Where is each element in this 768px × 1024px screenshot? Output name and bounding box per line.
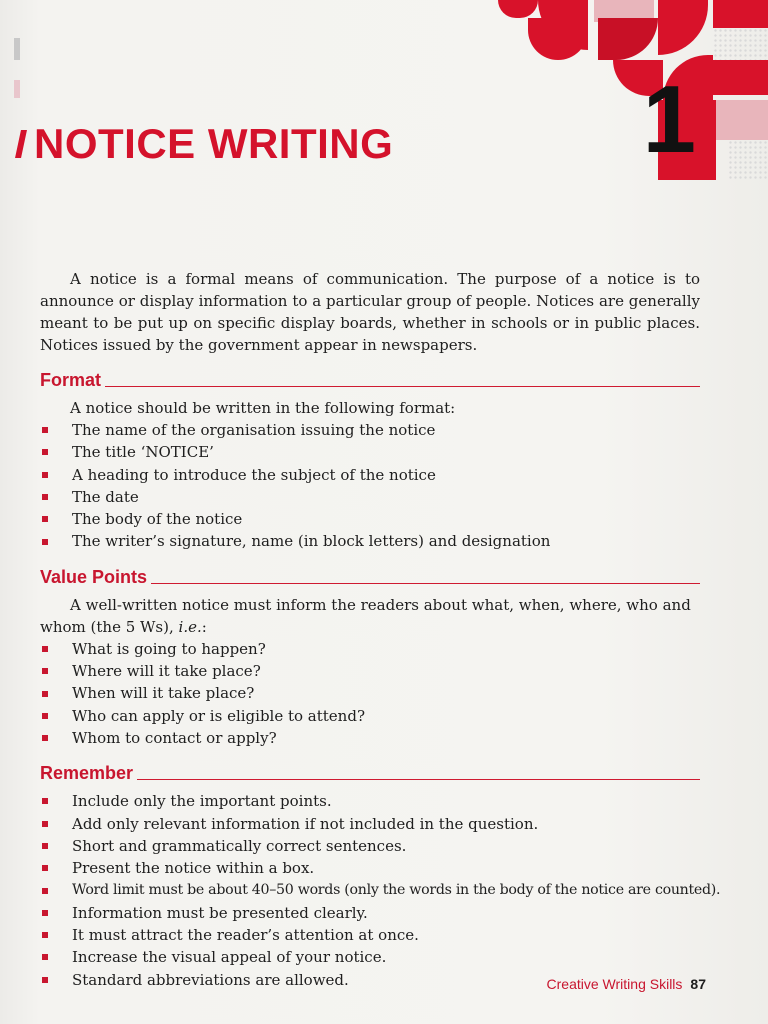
bullet-icon (42, 427, 48, 433)
bullet-icon (42, 539, 48, 545)
list-item: The title ‘NOTICE’ (40, 441, 700, 463)
list-item: Short and grammatically correct sentences. (40, 835, 700, 857)
remember-list (40, 790, 721, 991)
chapter-heading (18, 120, 393, 168)
list-item: Information must be presented clearly. (40, 902, 700, 924)
list-item: Add only relevant information if not included in the question. (40, 813, 700, 835)
list-item: Who can apply or is eligible to attend? (40, 705, 700, 727)
format-section-header (40, 370, 700, 391)
remember-section-header (40, 763, 700, 784)
list-item: The writer’s signature, name (in block letters) and designation (40, 530, 700, 552)
bullet-icon (42, 691, 48, 697)
bullet-icon (42, 668, 48, 674)
bullet-icon (42, 888, 48, 894)
list-item: What is going to happen? (40, 638, 700, 660)
bullet-icon (42, 977, 48, 983)
list-item: A heading to introduce the subject of the notice (40, 464, 700, 486)
list-item: Increase the visual appeal of your notice. (40, 946, 700, 968)
intro-paragraph: A notice is a formal means of communication. The purpose of a notice is to announce or display information to a particular group of people. Notices are generally meant to be put up on specific display boards, whether in schools or in public places. Notices issued by the government appear in newspapers. (40, 270, 700, 354)
list-item: The name of the organisation issuing the notice (40, 419, 700, 441)
format-lead: A notice should be written in the following format: (70, 399, 456, 417)
remember-heading: Remember (40, 763, 134, 784)
bullet-icon (42, 646, 48, 652)
format-list (40, 419, 700, 553)
list-item: Present the notice within a box. (40, 857, 700, 879)
bullet-icon (42, 865, 48, 871)
main-content (40, 268, 721, 991)
value-points-section-header (40, 567, 700, 588)
bullet-icon (42, 494, 48, 500)
section-rule (105, 386, 700, 387)
value-points-lead: A well-written notice must inform the readers about what, when, where, who and whom (the 5 Ws), i.e.: (40, 595, 691, 636)
left-edge-mark (14, 38, 20, 60)
format-heading: Format (40, 370, 102, 390)
bullet-icon (42, 821, 48, 827)
list-item: It must attract the reader’s attention at once. (40, 924, 700, 946)
value-points-list (40, 638, 700, 749)
bullet-icon (42, 843, 48, 849)
section-rule (151, 583, 700, 584)
list-item: Where will it take place? (40, 660, 700, 682)
list-item: Word limit must be about 40–50 words (only the words in the body of the notice are counted). (40, 879, 700, 901)
bullet-icon (42, 932, 48, 938)
list-item: Whom to contact or apply? (40, 727, 700, 749)
bullet-icon (42, 516, 48, 522)
book-title: Creative Writing Skills (546, 976, 683, 992)
page-number: 87 (690, 976, 706, 992)
bullet-icon (42, 472, 48, 478)
list-item: Standard abbreviations are allowed. (40, 969, 700, 991)
bullet-icon (42, 910, 48, 916)
corner-decoration (498, 0, 768, 180)
list-item: The body of the notice (40, 508, 700, 530)
list-item: The date (40, 486, 700, 508)
bullet-icon (42, 713, 48, 719)
value-points-heading: Value Points (40, 566, 148, 587)
chapter-number: 1 (642, 66, 696, 173)
bullet-icon (42, 735, 48, 741)
section-rule (137, 779, 700, 780)
bullet-icon (42, 954, 48, 960)
bullet-icon (42, 798, 48, 804)
list-item: Include only the important points. (40, 790, 700, 812)
page-footer (547, 976, 706, 992)
list-item: When will it take place? (40, 682, 700, 704)
left-edge-mark-pink (14, 80, 20, 98)
chapter-title: NOTICE WRITING (34, 120, 394, 167)
title-accent-mark (15, 130, 27, 158)
bullet-icon (42, 449, 48, 455)
